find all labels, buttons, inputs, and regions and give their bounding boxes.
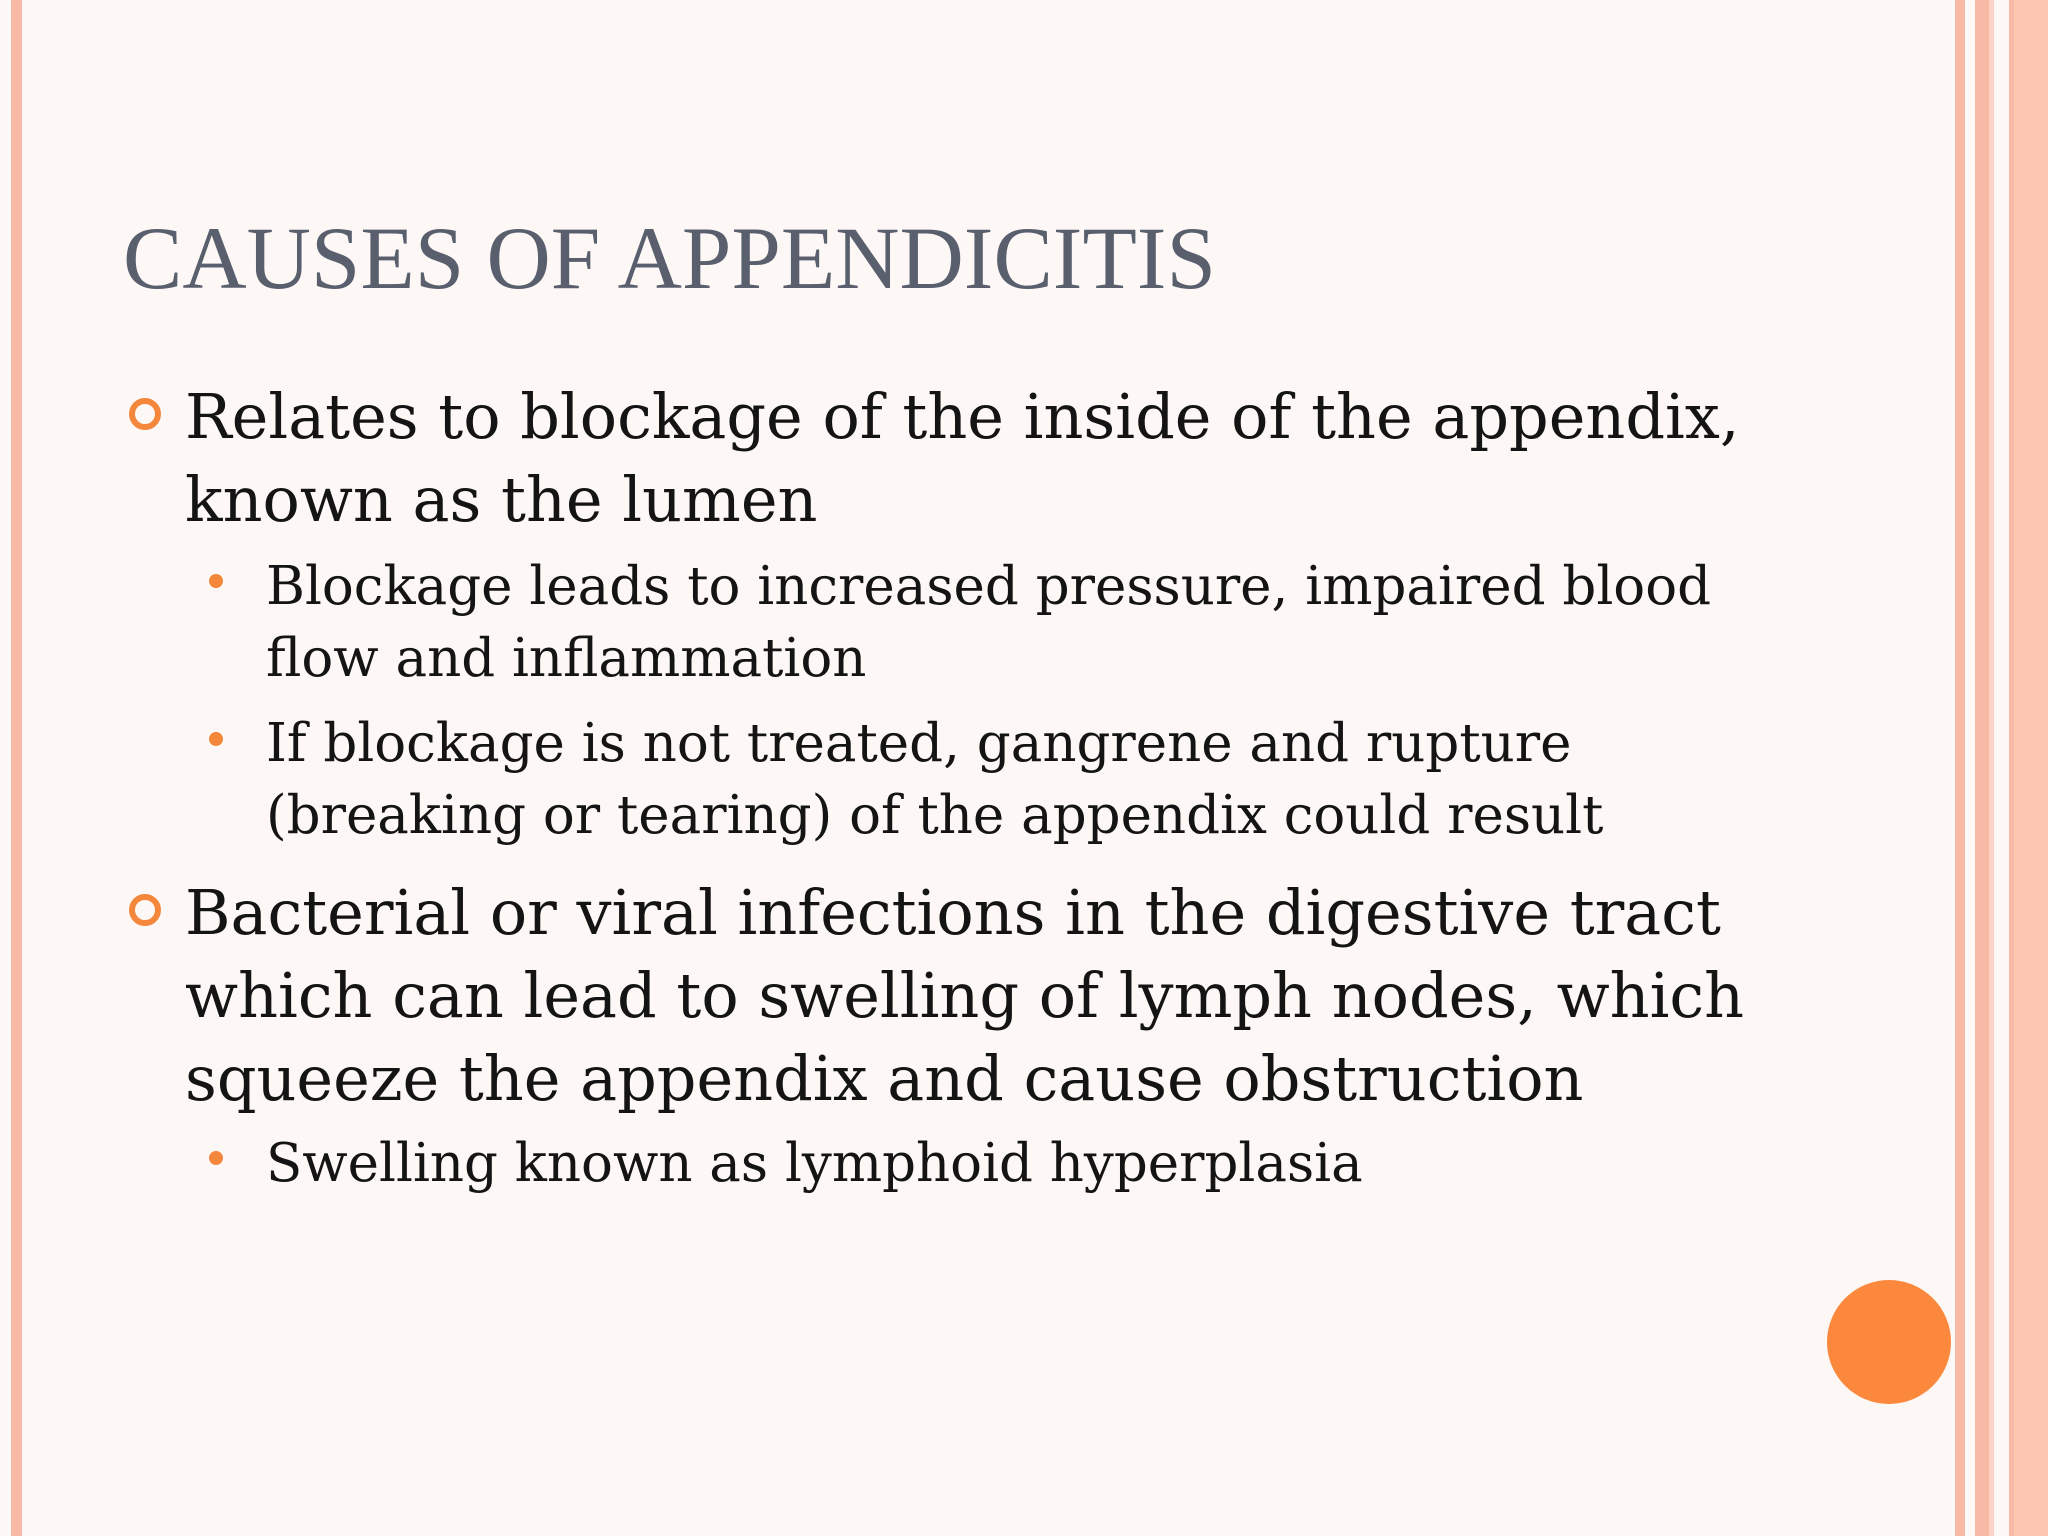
right-border-stripe: [1989, 0, 1994, 1536]
left-border-stripe: [11, 0, 22, 1536]
sub-bullet-text: Blockage leads to increased pressure, impaired blood flow and inflammation: [266, 556, 1712, 689]
dot-bullet-icon: [209, 574, 223, 588]
right-border-stripe: [1975, 0, 1989, 1536]
ring-bullet-icon: [129, 398, 161, 430]
right-border-stripe: [1955, 0, 1965, 1536]
decorative-circle: [1827, 1280, 1951, 1404]
slide-title: CAUSES OF APPENDICITIS: [123, 210, 1216, 308]
bullet-text: Bacterial or viral infections in the digestive tract which can lead to swelling of lymph nodes, which squeeze the appendix and cause obstruction: [185, 876, 1745, 1115]
dot-bullet-icon: [209, 732, 223, 746]
dot-bullet-icon: [209, 1151, 223, 1165]
sub-bullet-text: Swelling known as lymphoid hyperplasia: [266, 1133, 1363, 1194]
right-border-stripe: [2014, 0, 2048, 1536]
sub-bullet-text: If blockage is not treated, gangrene and rupture (breaking or tearing) of the appendix could result: [266, 713, 1604, 846]
bullet-text: Relates to blockage of the inside of the appendix, known as the lumen: [185, 380, 1740, 536]
ring-bullet-icon: [129, 894, 161, 926]
